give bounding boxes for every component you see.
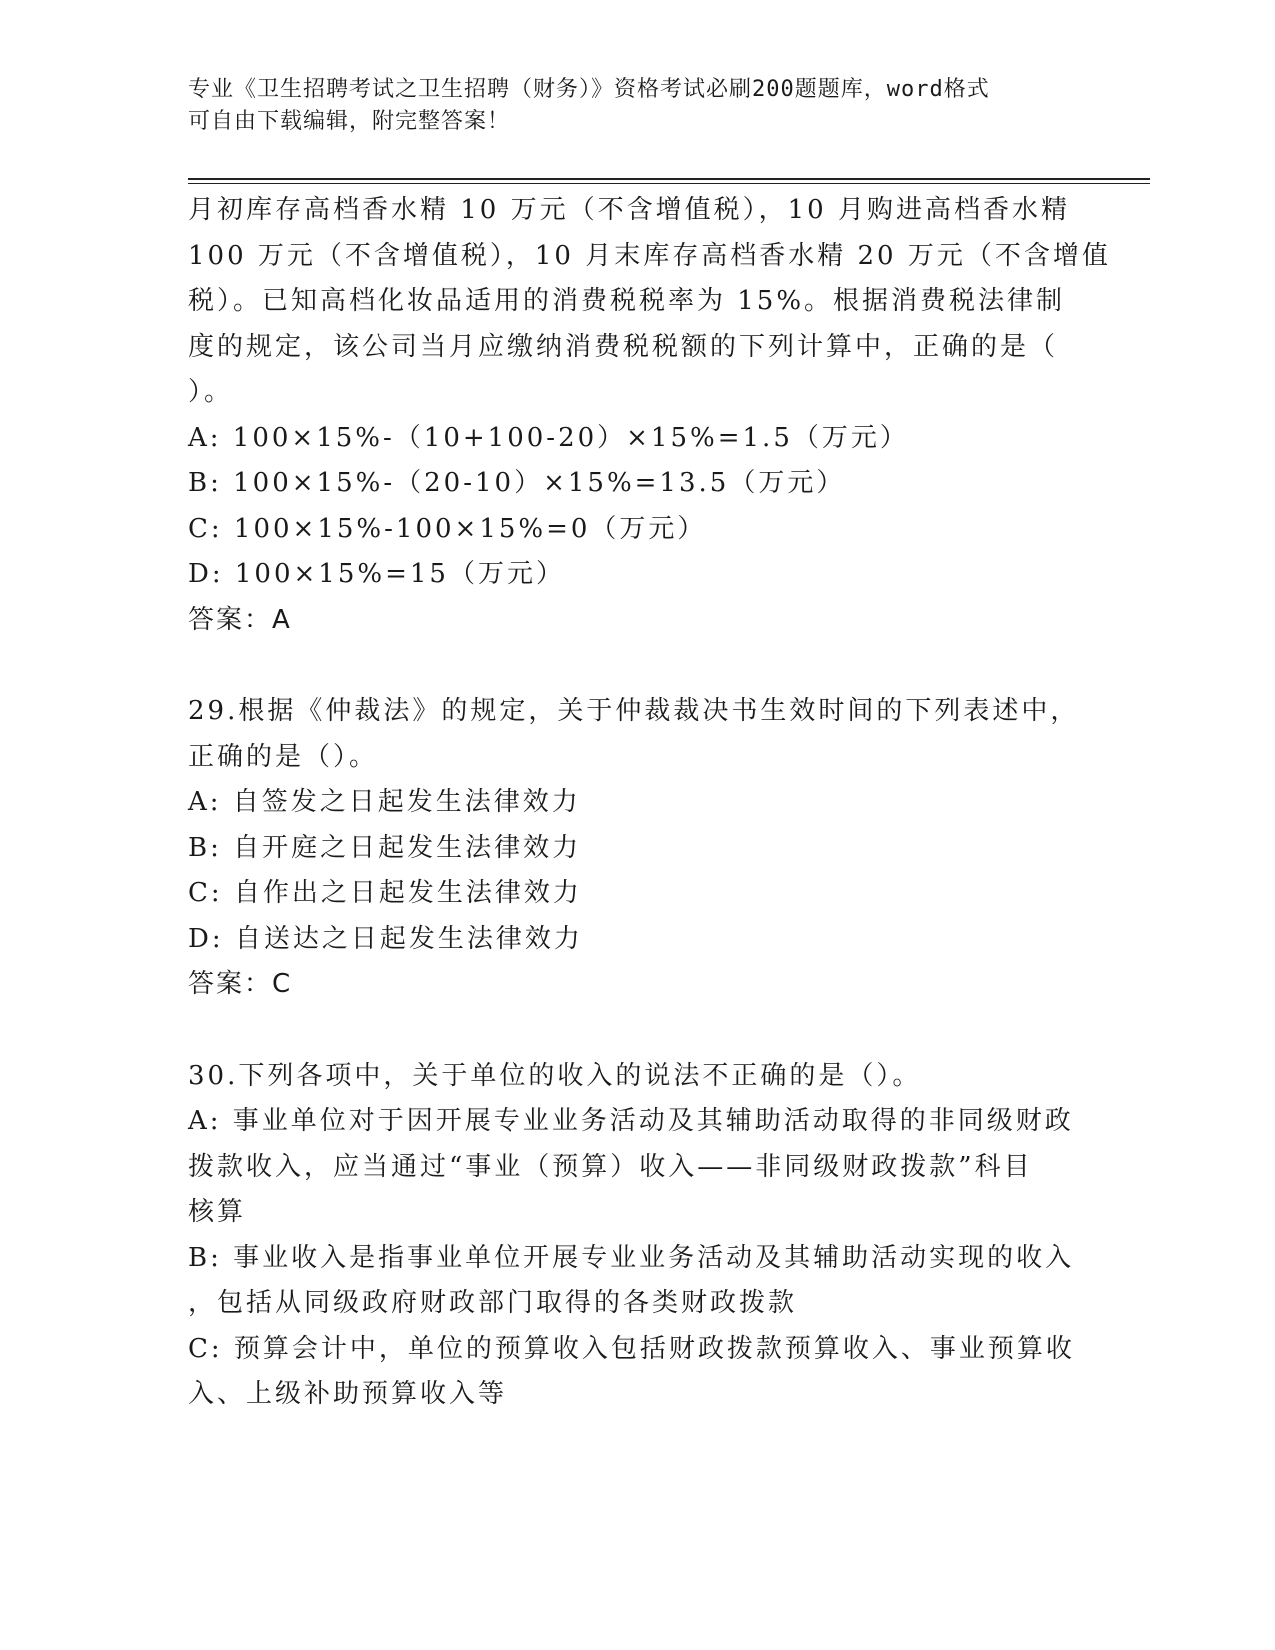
option-b: B: 自开庭之日起发生法律效力 (188, 832, 582, 863)
question-stem-line: 30.下列各项中，关于单位的收入的说法不正确的是（）。 (188, 1060, 922, 1091)
option-a: A: 100×15%-（10+100-20）×15%=1.5（万元） (188, 422, 909, 453)
option-a: A: 事业单位对于因开展专业业务活动及其辅助活动取得的非同级财政 (188, 1106, 1074, 1136)
option-d: D: 自送达之日起发生法律效力 (188, 923, 583, 954)
header-title-line-2: 可自由下载编辑，附完整答案！ (188, 109, 511, 134)
option-b: B: 事业收入是指事业单位开展专业业务活动及其辅助活动实现的收入 (188, 1242, 1075, 1273)
question-spacer (188, 643, 1088, 689)
option-c-continued: 入、上级补助预算收入等 (188, 1379, 508, 1409)
option-c: C: 预算会计中，单位的预算收入包括财政拨款预算收入、事业预算收 (188, 1333, 1075, 1364)
option-d: D: 100×15%=15（万元） (188, 559, 565, 589)
question-stem-line: ）。 (188, 377, 234, 407)
question-stem-line: 正确的是（）。 (188, 741, 379, 772)
question-stem-line: 29.根据《仲裁法》的规定，关于仲裁裁决书生效时间的下列表述中， (188, 696, 1080, 726)
question-30 (188, 1054, 1088, 1418)
page-header (188, 74, 1088, 138)
question-28 (188, 188, 1111, 643)
option-b: B: 100×15%-（20-10）×15%=13.5（万元） (188, 468, 846, 498)
option-b-continued: ，包括从同级政府财政部门取得的各类财政拨款 (188, 1288, 798, 1318)
header-divider-thick (188, 178, 1150, 180)
answer-line: 答案：C (188, 969, 293, 999)
question-stem-line: 度的规定，该公司当月应缴纳消费税税额的下列计算中，正确的是（ (188, 331, 1059, 362)
question-stem-line: 税）。已知高档化妆品适用的消费税税率为 15%。根据消费税法律制 (188, 286, 1066, 316)
question-stem-line: 月初库存高档香水精 10 万元（不含增值税），10 月购进高档香水精 (188, 195, 1070, 225)
option-c: C: 100×15%-100×15%=0（万元） (188, 513, 707, 544)
question-29 (188, 689, 1088, 1008)
question-stem-line: 100 万元（不含增值税），10 月末库存高档香水精 20 万元（不含增值 (188, 240, 1111, 271)
answer-line: 答案：A (188, 604, 292, 635)
header-divider-thin (188, 183, 1150, 184)
option-a-continued: 核算 (188, 1197, 247, 1227)
option-a-continued: 拨款收入，应当通过“事业（预算）收入——非同级财政拨款”科目 (188, 1151, 1033, 1182)
option-a: A: 自签发之日起发生法律效力 (188, 787, 581, 817)
question-content (188, 188, 1111, 1418)
option-c: C: 自作出之日起发生法律效力 (188, 878, 582, 908)
header-title-line-1: 专业《卫生招聘考试之卫生招聘（财务）》资格考试必刷200题题库，word格式 (188, 77, 990, 102)
question-spacer (188, 1008, 1088, 1054)
